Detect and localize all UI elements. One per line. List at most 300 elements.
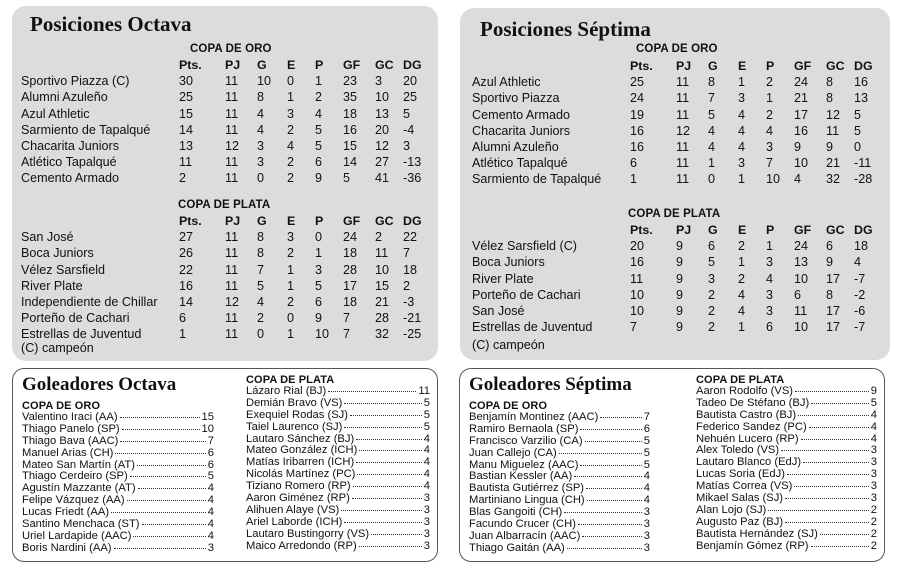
- stat-cell: 0: [287, 74, 295, 89]
- label-copa-oro: COPA DE ORO: [190, 43, 272, 55]
- header-team-blank: [472, 222, 630, 238]
- dot-leader: [352, 498, 422, 499]
- panel-goleadores-septima: [459, 368, 885, 562]
- dot-leader: [133, 536, 205, 537]
- column-header: Pts.: [630, 59, 653, 73]
- stat-cell: 10: [257, 74, 272, 89]
- stat-cell: 9: [676, 287, 684, 302]
- stat-cell: 11: [225, 278, 239, 293]
- scorer-goals: 5: [423, 396, 430, 409]
- scorer-name: Valentino Iraci (AA): [22, 411, 118, 423]
- stat-cell: 9: [315, 311, 323, 326]
- list-item: [469, 543, 650, 555]
- stat-cell: 1: [630, 172, 638, 187]
- scorer-goals: 4: [207, 494, 214, 507]
- scorer-name: Juan Callejo (CA): [469, 446, 557, 459]
- list-item: [246, 541, 430, 553]
- scorer-goals: 4: [207, 518, 214, 531]
- table-row: [21, 73, 427, 89]
- stat-cell: 8: [826, 91, 834, 106]
- table-row: [21, 278, 427, 294]
- scorer-name: Bautista Hernández (SJ): [696, 527, 818, 540]
- column-header: G: [257, 58, 267, 72]
- header-row: [472, 58, 878, 74]
- stat-cell: 10: [315, 327, 330, 342]
- scorer-goals: 4: [643, 482, 650, 495]
- scorers-list-oro: [469, 412, 650, 555]
- scorer-goals: 4: [423, 444, 430, 457]
- scorer-name: Bautista Castro (BJ): [696, 408, 797, 421]
- stat-cell: 16: [630, 140, 645, 155]
- team-name: Sarmiento de Tapalqué: [21, 122, 151, 137]
- scorer-goals: 3: [870, 444, 877, 457]
- dot-leader: [120, 417, 200, 418]
- scorer-name: Demián Bravo (VS): [246, 396, 343, 409]
- scorer-name: Bautista Gutiérrez (SP): [469, 482, 585, 495]
- stat-cell: 9: [794, 140, 802, 155]
- stat-cell: 3: [287, 106, 295, 121]
- scorer-name: Manuel Arias (CH): [22, 446, 114, 459]
- team-name: Cemento Armado: [21, 171, 120, 186]
- stat-cell: 22: [179, 262, 194, 277]
- list-item: [22, 436, 214, 448]
- stat-cell: 11: [630, 271, 644, 286]
- stat-cell: 16: [343, 122, 358, 137]
- column-header: E: [738, 59, 747, 73]
- scorer-name: Aaron Rodolfo (VS): [696, 385, 794, 397]
- stat-cell: 8: [708, 75, 716, 90]
- scorer-name: Matías Correa (VS): [696, 480, 793, 493]
- dot-leader: [341, 510, 421, 511]
- list-item: [469, 424, 650, 436]
- scorer-goals: 10: [201, 422, 214, 435]
- scorer-name: Thiago Cerdeiro (SP): [22, 470, 128, 483]
- stat-cell: 6: [708, 239, 716, 254]
- scorer-goals: 4: [207, 482, 214, 495]
- stat-cell: 9: [676, 304, 684, 319]
- dot-leader: [801, 439, 869, 440]
- column-header: DG: [854, 59, 873, 73]
- stat-cell: 2: [179, 171, 187, 186]
- stat-cell: 1: [315, 246, 323, 261]
- list-item: [696, 398, 877, 410]
- scorer-name: Manu Miguelez (AAC): [469, 458, 579, 471]
- column-header: G: [257, 214, 267, 228]
- scorer-goals: 4: [423, 456, 430, 469]
- stat-cell: 21: [375, 295, 390, 310]
- stat-cell: -7: [854, 320, 866, 335]
- column-header: DG: [854, 223, 873, 237]
- dot-leader: [809, 427, 869, 428]
- stat-cell: -11: [854, 156, 872, 171]
- stat-cell: 10: [630, 304, 645, 319]
- table-row: [472, 271, 878, 287]
- team-name: Sarmiento de Tapalqué: [472, 172, 602, 187]
- scorer-goals: 3: [423, 515, 430, 528]
- stat-cell: 3: [738, 156, 746, 171]
- scorer-name: Mikael Salas (SJ): [696, 492, 784, 505]
- stat-cell: 7: [343, 327, 351, 342]
- scorer-goals: 3: [643, 541, 650, 554]
- stat-cell: 20: [375, 122, 390, 137]
- stat-cell: 1: [766, 91, 774, 106]
- scorer-name: Benjamín Gómez (RP): [696, 539, 809, 552]
- scorers-list-plata: [246, 386, 430, 552]
- dot-leader: [344, 403, 421, 404]
- dot-leader: [580, 465, 641, 466]
- scorer-name: Mateo González (ICH): [246, 444, 358, 457]
- column-header: DG: [403, 58, 422, 72]
- stat-cell: 2: [708, 304, 716, 319]
- dot-leader: [122, 429, 200, 430]
- stat-cell: 3: [403, 139, 411, 154]
- stat-cell: 11: [179, 155, 193, 170]
- stat-cell: 9: [676, 320, 684, 335]
- scorer-goals: 5: [870, 396, 877, 409]
- team-name: Estrellas de Juventud: [472, 320, 593, 335]
- table-row: [21, 170, 427, 186]
- stat-cell: 24: [343, 230, 358, 245]
- column-header: GC: [375, 58, 394, 72]
- team-name: Porteño de Cachari: [21, 311, 130, 326]
- stat-cell: 28: [375, 311, 390, 326]
- dot-leader: [600, 417, 641, 418]
- stat-cell: 3: [287, 230, 295, 245]
- scorer-goals: 3: [423, 539, 430, 552]
- dot-leader: [811, 403, 869, 404]
- scorer-name: Santino Menchaca (ST): [22, 518, 140, 531]
- stat-cell: 11: [225, 327, 239, 342]
- team-name: Vélez Sarsfield (C): [472, 239, 577, 254]
- stat-cell: 27: [179, 230, 194, 245]
- label-copa-plata: COPA DE PLATA: [178, 199, 271, 211]
- stat-cell: 5: [257, 278, 265, 293]
- stat-cell: 1: [315, 74, 323, 89]
- team-name: Estrellas de Juventud: [21, 327, 142, 342]
- scorer-goals: 4: [423, 468, 430, 481]
- scorer-goals: 7: [643, 411, 650, 423]
- stat-cell: 2: [708, 287, 716, 302]
- column-header: E: [287, 214, 296, 228]
- table-row: [472, 74, 878, 90]
- stat-cell: 2: [287, 171, 295, 186]
- list-item: [246, 422, 430, 434]
- scorers-list-oro: [22, 412, 214, 555]
- scorer-name: Thiago Panelo (SP): [22, 422, 120, 435]
- stat-cell: -7: [854, 271, 866, 286]
- stat-cell: 2: [403, 278, 411, 293]
- stat-cell: 2: [287, 122, 295, 137]
- team-name: Azul Athletic: [21, 106, 90, 121]
- dot-leader: [582, 536, 641, 537]
- table-row: [472, 90, 878, 106]
- stat-cell: 10: [794, 156, 809, 171]
- title-goleadores-septima: Goleadores Séptima: [469, 374, 632, 395]
- scorer-goals: 5: [207, 470, 214, 483]
- scorer-name: Lautaro Blanco (EdJ): [696, 456, 802, 469]
- column-header: P: [315, 58, 324, 72]
- stat-cell: 1: [738, 172, 746, 187]
- scorer-goals: 3: [423, 492, 430, 505]
- stat-cell: 2: [257, 311, 265, 326]
- scorer-goals: 6: [643, 422, 650, 435]
- stat-cell: 2: [708, 320, 716, 335]
- scorer-goals: 3: [643, 506, 650, 519]
- scorer-goals: 6: [207, 458, 214, 471]
- team-name: Alumni Azuleño: [472, 140, 559, 155]
- stat-cell: -36: [403, 171, 422, 186]
- stat-cell: 6: [766, 320, 774, 335]
- table-row: [472, 287, 878, 303]
- stat-cell: 11: [375, 246, 389, 261]
- label-copa-plata: COPA DE PLATA: [628, 208, 721, 220]
- column-header: GC: [826, 223, 845, 237]
- team-name: Azul Athletic: [472, 75, 541, 90]
- stat-cell: 17: [826, 271, 841, 286]
- stat-cell: 14: [179, 295, 194, 310]
- dot-leader: [137, 465, 206, 466]
- scorer-name: Ariel Laborde (ICH): [246, 515, 343, 528]
- stat-cell: 9: [676, 255, 684, 270]
- table-row: [472, 107, 878, 123]
- stat-cell: 9: [826, 255, 834, 270]
- stat-cell: 1: [287, 278, 295, 293]
- stat-cell: 2: [287, 295, 295, 310]
- stat-cell: 8: [257, 246, 265, 261]
- table-row: [21, 138, 427, 154]
- scorer-goals: 4: [207, 506, 214, 519]
- label-copa-oro: COPA DE ORO: [636, 43, 718, 55]
- stat-cell: 1: [766, 239, 774, 254]
- team-name: Alumni Azuleño: [21, 90, 108, 105]
- stat-cell: 20: [630, 239, 645, 254]
- stat-cell: 41: [375, 171, 390, 186]
- column-header: Pts.: [179, 214, 202, 228]
- scorer-name: Agustín Mazzante (AT): [22, 482, 136, 495]
- stat-cell: 4: [738, 123, 746, 138]
- stat-cell: 0: [708, 172, 716, 187]
- stat-cell: 4: [708, 123, 716, 138]
- stat-cell: 11: [676, 156, 690, 171]
- scorer-goals: 2: [870, 503, 877, 516]
- stat-cell: 5: [854, 107, 862, 122]
- stat-cell: 22: [403, 230, 418, 245]
- scorer-name: Alan Lojo (SJ): [696, 503, 767, 516]
- panel-posiciones-octava: [12, 6, 438, 361]
- stat-cell: 1: [179, 327, 187, 342]
- team-name: Independiente de Chillar: [21, 295, 158, 310]
- dot-leader: [811, 546, 869, 547]
- team-name: River Plate: [21, 278, 83, 293]
- table-row: [472, 254, 878, 270]
- scorer-name: Martiniano Lingua (CH): [469, 494, 585, 507]
- stat-cell: 0: [287, 311, 295, 326]
- stat-cell: 4: [854, 255, 862, 270]
- stat-cell: 11: [225, 230, 239, 245]
- stat-cell: 6: [794, 287, 802, 302]
- standings-table-plata: [21, 213, 427, 343]
- scorer-name: Ramiro Bernaola (SP): [469, 422, 579, 435]
- stat-cell: 11: [676, 172, 690, 187]
- stat-cell: 3: [766, 140, 774, 155]
- stat-cell: 12: [676, 123, 691, 138]
- table-row: [472, 171, 878, 187]
- team-name: Boca Juniors: [21, 246, 94, 261]
- scorer-name: Mateo San Martín (AT): [22, 458, 135, 471]
- stat-cell: 3: [375, 74, 383, 89]
- scorer-name: Tiziano Romero (RP): [246, 480, 351, 493]
- scorer-goals: 2: [870, 515, 877, 528]
- stat-cell: 2: [738, 239, 746, 254]
- scorer-name: Augusto Paz (BJ): [696, 515, 784, 528]
- team-name: Chacarita Juniors: [21, 139, 119, 154]
- stat-cell: 2: [738, 271, 746, 286]
- dot-leader: [585, 441, 642, 442]
- stat-cell: 0: [854, 140, 862, 155]
- stat-cell: 16: [854, 75, 869, 90]
- dot-leader: [787, 474, 869, 475]
- stat-cell: 10: [375, 90, 390, 105]
- stat-cell: 3: [766, 287, 774, 302]
- stat-cell: 7: [257, 262, 265, 277]
- scorer-goals: 4: [870, 432, 877, 445]
- scorer-goals: 9: [870, 385, 877, 397]
- list-item: [469, 448, 650, 460]
- list-item: [246, 529, 430, 541]
- scorer-goals: 3: [870, 492, 877, 505]
- label-copa-oro: COPA DE ORO: [22, 400, 101, 412]
- stat-cell: 24: [794, 75, 809, 90]
- stat-cell: 4: [766, 271, 774, 286]
- dot-leader: [559, 453, 642, 454]
- header-row: [21, 213, 427, 229]
- stat-cell: 11: [225, 311, 239, 326]
- stat-cell: 1: [738, 320, 746, 335]
- list-item: [22, 531, 214, 543]
- scorer-name: Felipe Vázquez (AA): [22, 494, 125, 507]
- column-header: GC: [375, 214, 394, 228]
- team-name: Sportivo Piazza: [472, 91, 560, 106]
- scorer-name: Benjamín Montinez (AAC): [469, 411, 599, 423]
- stat-cell: 4: [766, 123, 774, 138]
- stat-cell: 9: [676, 271, 684, 286]
- scorer-goals: 4: [423, 480, 430, 493]
- stat-cell: 5: [708, 107, 716, 122]
- dot-leader: [359, 450, 421, 451]
- stat-cell: 15: [179, 106, 194, 121]
- stat-cell: 6: [630, 156, 638, 171]
- dot-leader: [115, 453, 205, 454]
- stat-cell: 4: [287, 139, 295, 154]
- scorer-goals: 3: [870, 480, 877, 493]
- list-item: [696, 529, 877, 541]
- stat-cell: -21: [403, 311, 422, 326]
- scorer-name: Bastian Kessler (AA): [469, 470, 573, 483]
- stat-cell: 4: [738, 287, 746, 302]
- stat-cell: 0: [257, 327, 265, 342]
- dot-leader: [795, 391, 869, 392]
- stat-cell: 20: [403, 74, 418, 89]
- header-team-blank: [21, 57, 179, 73]
- stat-cell: 4: [738, 304, 746, 319]
- dot-leader: [142, 524, 206, 525]
- scorer-goals: 3: [207, 541, 214, 554]
- stat-cell: 2: [287, 246, 295, 261]
- stat-cell: 7: [343, 311, 351, 326]
- team-name: Vélez Sarsfield: [21, 262, 105, 277]
- stat-cell: 8: [257, 230, 265, 245]
- stat-cell: 21: [826, 156, 841, 171]
- stat-cell: 16: [794, 123, 809, 138]
- scorer-goals: 3: [643, 529, 650, 542]
- scorer-name: Tadeo De Stéfano (BJ): [696, 396, 810, 409]
- dot-leader: [798, 415, 869, 416]
- column-header: GF: [343, 214, 361, 228]
- dot-leader: [578, 524, 642, 525]
- column-header: DG: [403, 214, 422, 228]
- scorer-name: Lázaro Rial (BJ): [246, 385, 327, 397]
- stat-cell: 18: [343, 295, 358, 310]
- stat-cell: 11: [225, 246, 239, 261]
- team-name: Chacarita Juniors: [472, 123, 570, 138]
- scorer-name: Nehuén Lucero (RP): [696, 432, 799, 445]
- stat-cell: -13: [403, 155, 422, 170]
- dot-leader: [114, 548, 206, 549]
- stat-cell: 16: [179, 278, 194, 293]
- stat-cell: 16: [630, 255, 645, 270]
- stat-cell: 10: [794, 271, 809, 286]
- scorer-goals: 3: [870, 456, 877, 469]
- stat-cell: 18: [343, 106, 358, 121]
- column-header: PJ: [676, 59, 692, 73]
- stat-cell: 21: [794, 91, 809, 106]
- stat-cell: -2: [854, 287, 866, 302]
- scorer-name: Facundo Crucer (CH): [469, 518, 576, 531]
- scorer-goals: 15: [201, 411, 214, 423]
- header-team-blank: [472, 58, 630, 74]
- list-item: [246, 517, 430, 529]
- column-header: G: [708, 59, 718, 73]
- stat-cell: 11: [676, 75, 690, 90]
- table-row: [472, 123, 878, 139]
- panel-posiciones-septima: [460, 8, 890, 360]
- dot-leader: [564, 512, 642, 513]
- stat-cell: 12: [225, 295, 240, 310]
- stat-cell: 12: [826, 107, 841, 122]
- stat-cell: 7: [766, 156, 774, 171]
- stat-cell: -6: [854, 304, 866, 319]
- list-item: [696, 410, 877, 422]
- stat-cell: 5: [315, 278, 323, 293]
- stat-cell: 3: [766, 304, 774, 319]
- stat-cell: 19: [630, 107, 645, 122]
- table-row: [472, 319, 878, 335]
- stat-cell: 13: [854, 91, 869, 106]
- stat-cell: 11: [225, 171, 239, 186]
- stat-cell: 2: [375, 230, 383, 245]
- column-header: P: [766, 223, 775, 237]
- stat-cell: 4: [738, 107, 746, 122]
- list-item: [246, 505, 430, 517]
- column-header: Pts.: [630, 223, 653, 237]
- table-row: [472, 303, 878, 319]
- scorer-goals: 5: [423, 420, 430, 433]
- stat-cell: 15: [343, 139, 358, 154]
- stat-cell: 11: [676, 107, 690, 122]
- list-item: [22, 543, 214, 555]
- scorer-goals: 3: [423, 527, 430, 540]
- stat-cell: 13: [375, 106, 390, 121]
